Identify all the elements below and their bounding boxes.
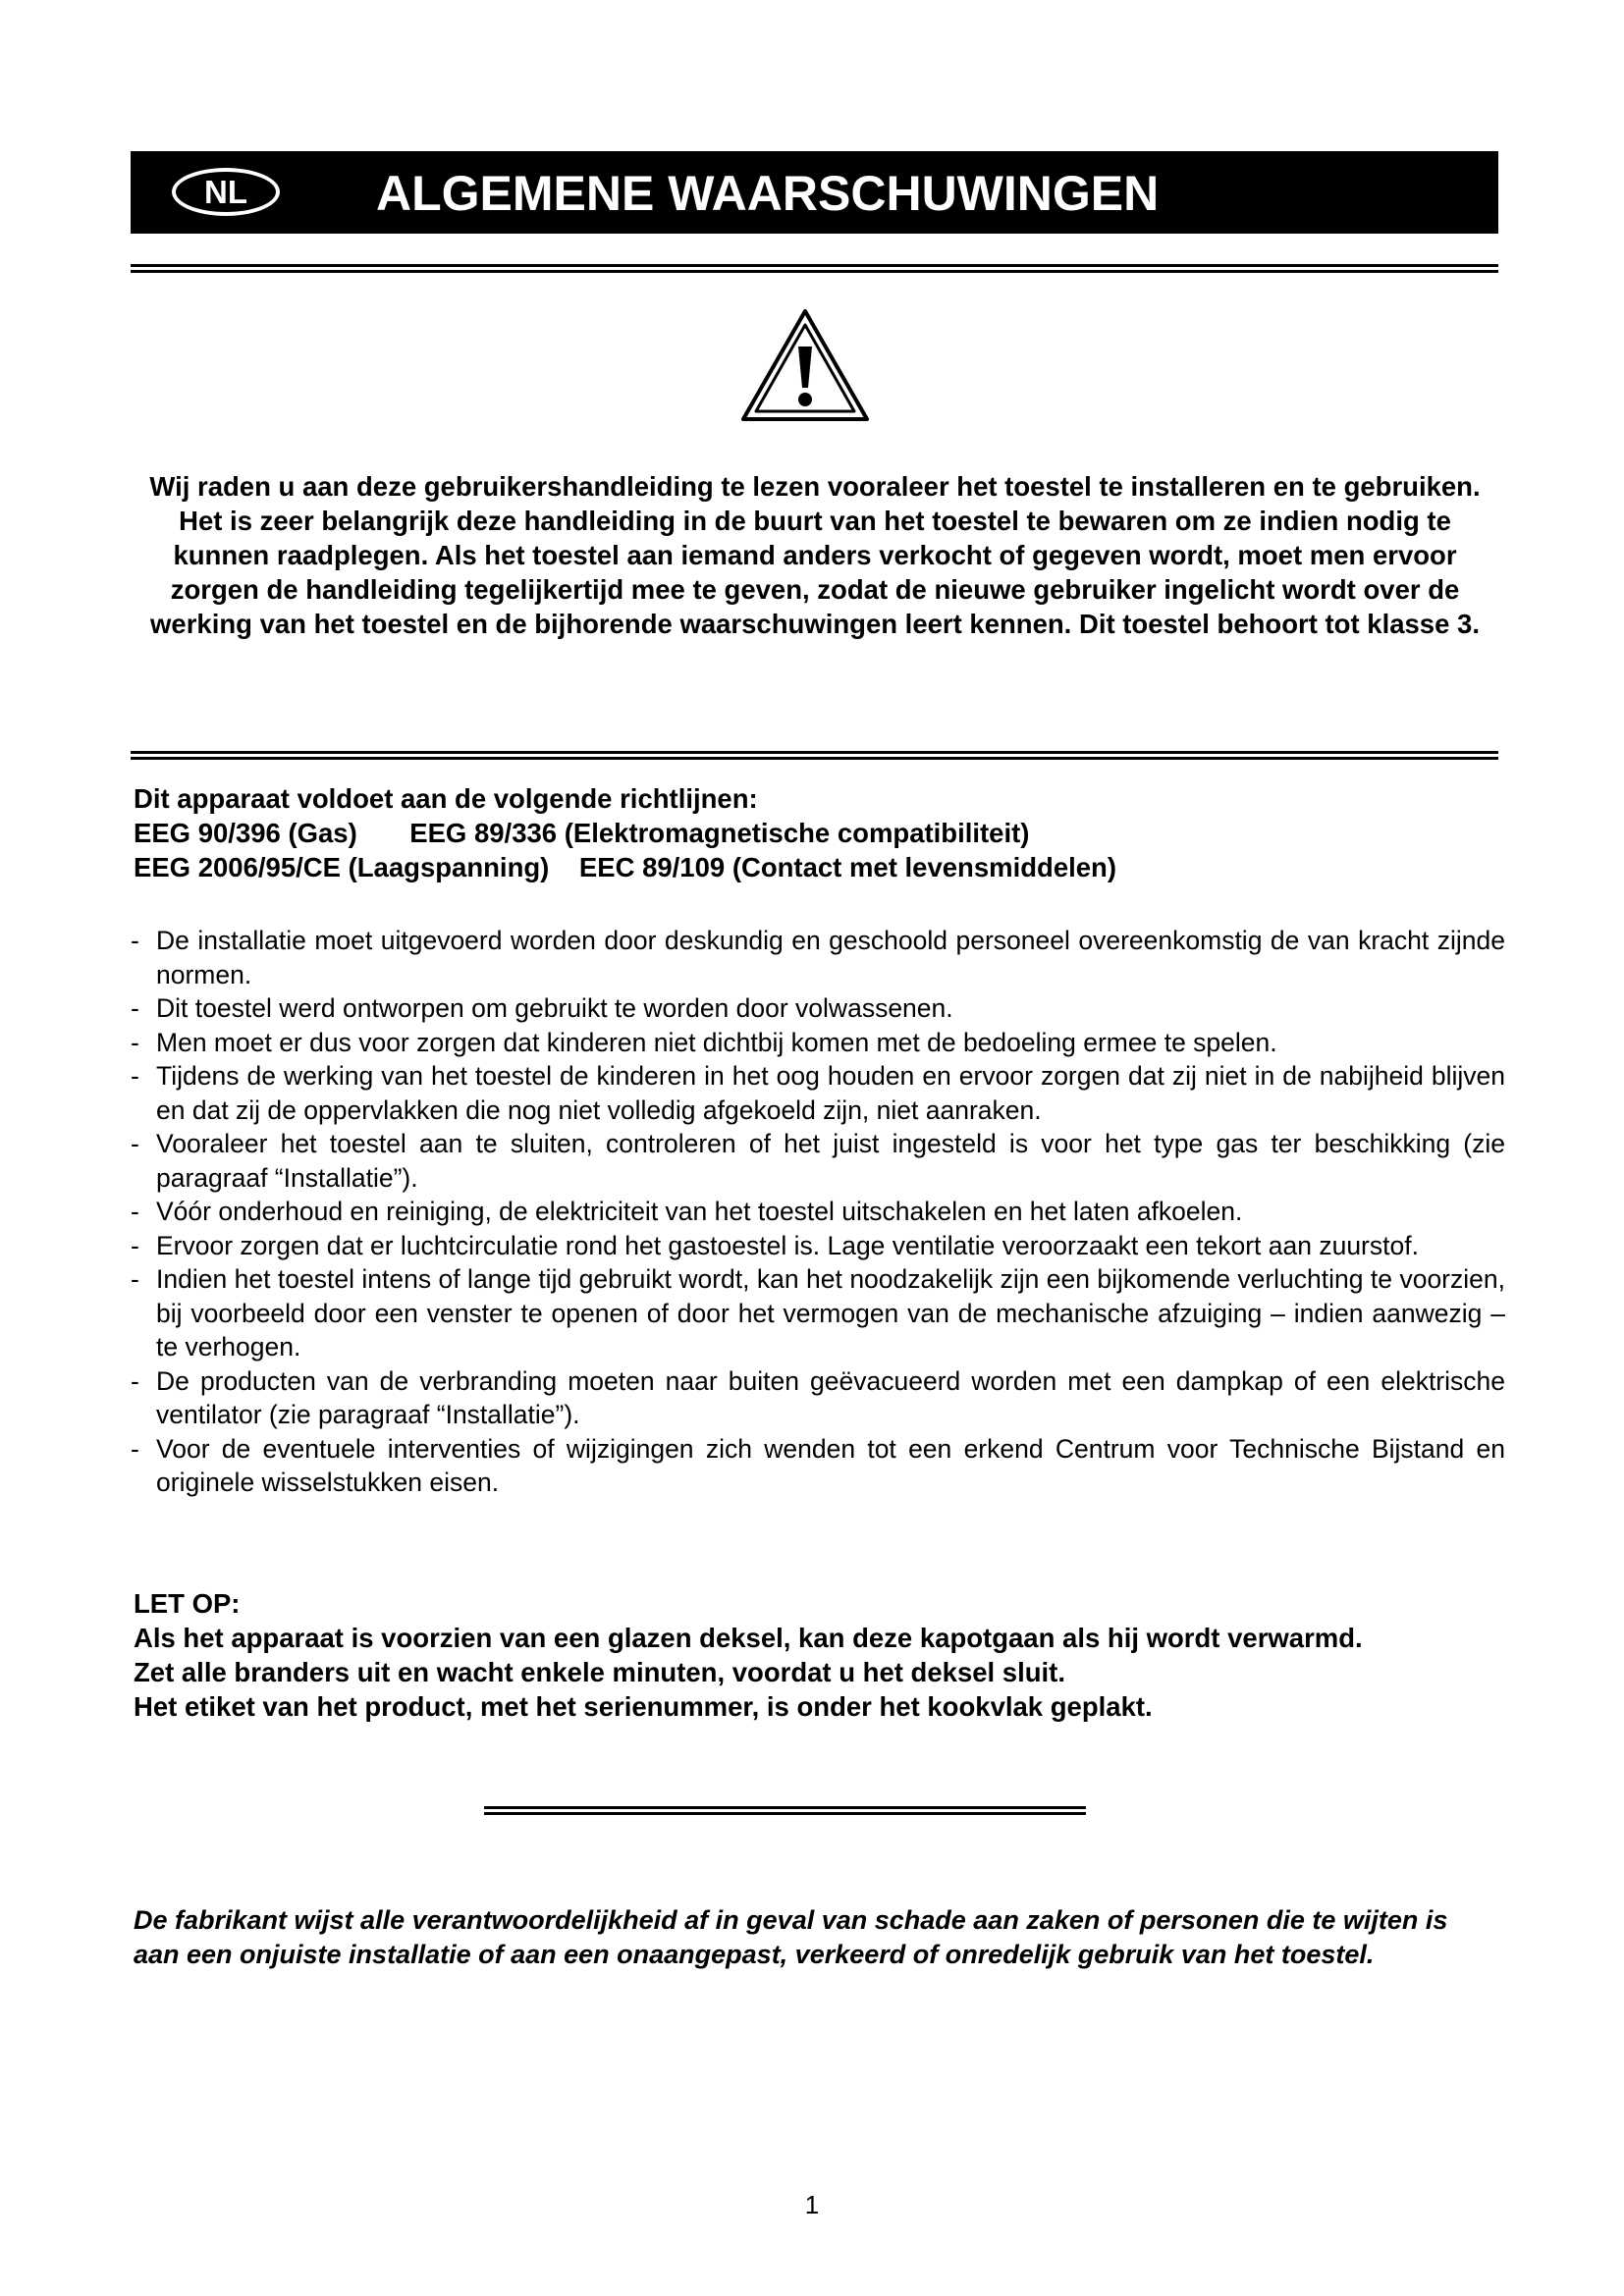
divider-short	[484, 1806, 1086, 1815]
attention-line: Als het apparaat is voorzien van een glazen deksel, kan deze kapotgaan als hij wordt verwarmd.	[134, 1623, 1363, 1653]
list-item: - De producten van de verbranding moeten naar buiten geëvacueerd worden met een dampkap of een elektrische ventilator (zie paragraaf “Installatie”).	[131, 1364, 1505, 1432]
directives-line: EEG 2006/95/CE (Laagspanning) EEC 89/109 (Contact met levensmiddelen)	[134, 852, 1117, 882]
instruction-list	[131, 924, 1505, 1500]
list-item: - Voor de eventuele interventies of wijzigingen zich wenden tot een erkend Centrum voor Technische Bijstand en originele wisselstukken eisen.	[131, 1432, 1505, 1500]
attention-block	[134, 1586, 1508, 1724]
intro-paragraph-1: Wij raden u aan deze gebruikershandleiding te lezen vooraleer het toestel te installeren en te gebruiken.	[149, 471, 1481, 502]
directives-block	[134, 781, 1498, 884]
intro-paragraph-2: Het is zeer belangrijk deze handleiding in de buurt van het toestel te bewaren om ze indien nodig te kunnen raadplegen. Als het toestel aan iemand anders verkocht of gegeven wordt, moet men ervoor zorgen de handleiding tegelijkertijd mee te geven, zodat de nieuwe gebruiker ingelicht wordt over de werking van het toestel en de bijhorende waarschuwingen leert kennen. Dit toestel behoort tot klasse 3.	[150, 506, 1480, 639]
attention-line: Het etiket van het product, met het serienummer, is onder het kookvlak geplakt.	[134, 1691, 1153, 1722]
attention-heading: LET OP:	[134, 1588, 241, 1619]
divider-middle	[131, 751, 1498, 760]
list-item: - Vóór onderhoud en reiniging, de elektriciteit van het toestel uitschakelen en het laten afkoelen.	[131, 1195, 1505, 1229]
list-item: - Vooraleer het toestel aan te sluiten, controleren of het juist ingesteld is voor het type gas ter beschikking (zie paragraaf “Installatie”).	[131, 1127, 1505, 1195]
attention-line: Zet alle branders uit en wacht enkele minuten, voordat u het deksel sluit.	[134, 1657, 1065, 1687]
page-title: ALGEMENE WAARSCHUWINGEN	[376, 166, 1160, 221]
divider-top	[131, 264, 1498, 273]
list-item: - Indien het toestel intens of lange tijd gebruikt wordt, kan het noodzakelijk zijn een bijkomende verluchting te voorzien, bij voorbeeld door een venster te openen of door het vermogen van de mechanische afzuiging – indien aanwezig – te verhogen.	[131, 1262, 1505, 1364]
language-badge: NL	[172, 168, 280, 216]
disclaimer-text: De fabrikant wijst alle verantwoordelijkheid af in geval van schade aan zaken of personen die te wijten is aan een onjuiste installatie of aan een onaangepast, verkeerd of onredelijk gebruik van het toestel.	[134, 1905, 1448, 1969]
list-item: - Ervoor zorgen dat er luchtcirculatie rond het gastoestel is. Lage ventilatie veroorzaakt een tekort aan zuurstof.	[131, 1229, 1505, 1263]
list-item: - Tijdens de werking van het toestel de kinderen in het oog houden en ervoor zorgen dat zij niet in de nabijheid blijven en dat zij de oppervlakken die nog niet volledig afgekoeld zijn, niet aanraken.	[131, 1059, 1505, 1127]
directives-line: EEG 90/396 (Gas) EEG 89/336 (Elektromagnetische compatibiliteit)	[134, 818, 1030, 848]
page-number: 1	[804, 2190, 820, 2219]
intro-text	[132, 469, 1498, 641]
list-item: - De installatie moet uitgevoerd worden door deskundig en geschoold personeel overeenkomstig de van kracht zijnde normen.	[131, 924, 1505, 991]
header-bar	[131, 151, 1498, 234]
list-item: - Dit toestel werd ontworpen om gebruikt te worden door volwassenen.	[131, 991, 1505, 1026]
list-item: - Men moet er dus voor zorgen dat kinderen niet dichtbij komen met de bedoeling ermee te spelen.	[131, 1026, 1505, 1060]
directives-heading: Dit apparaat voldoet aan de volgende richtlijnen:	[134, 783, 758, 814]
warning-triangle-icon	[739, 307, 871, 425]
